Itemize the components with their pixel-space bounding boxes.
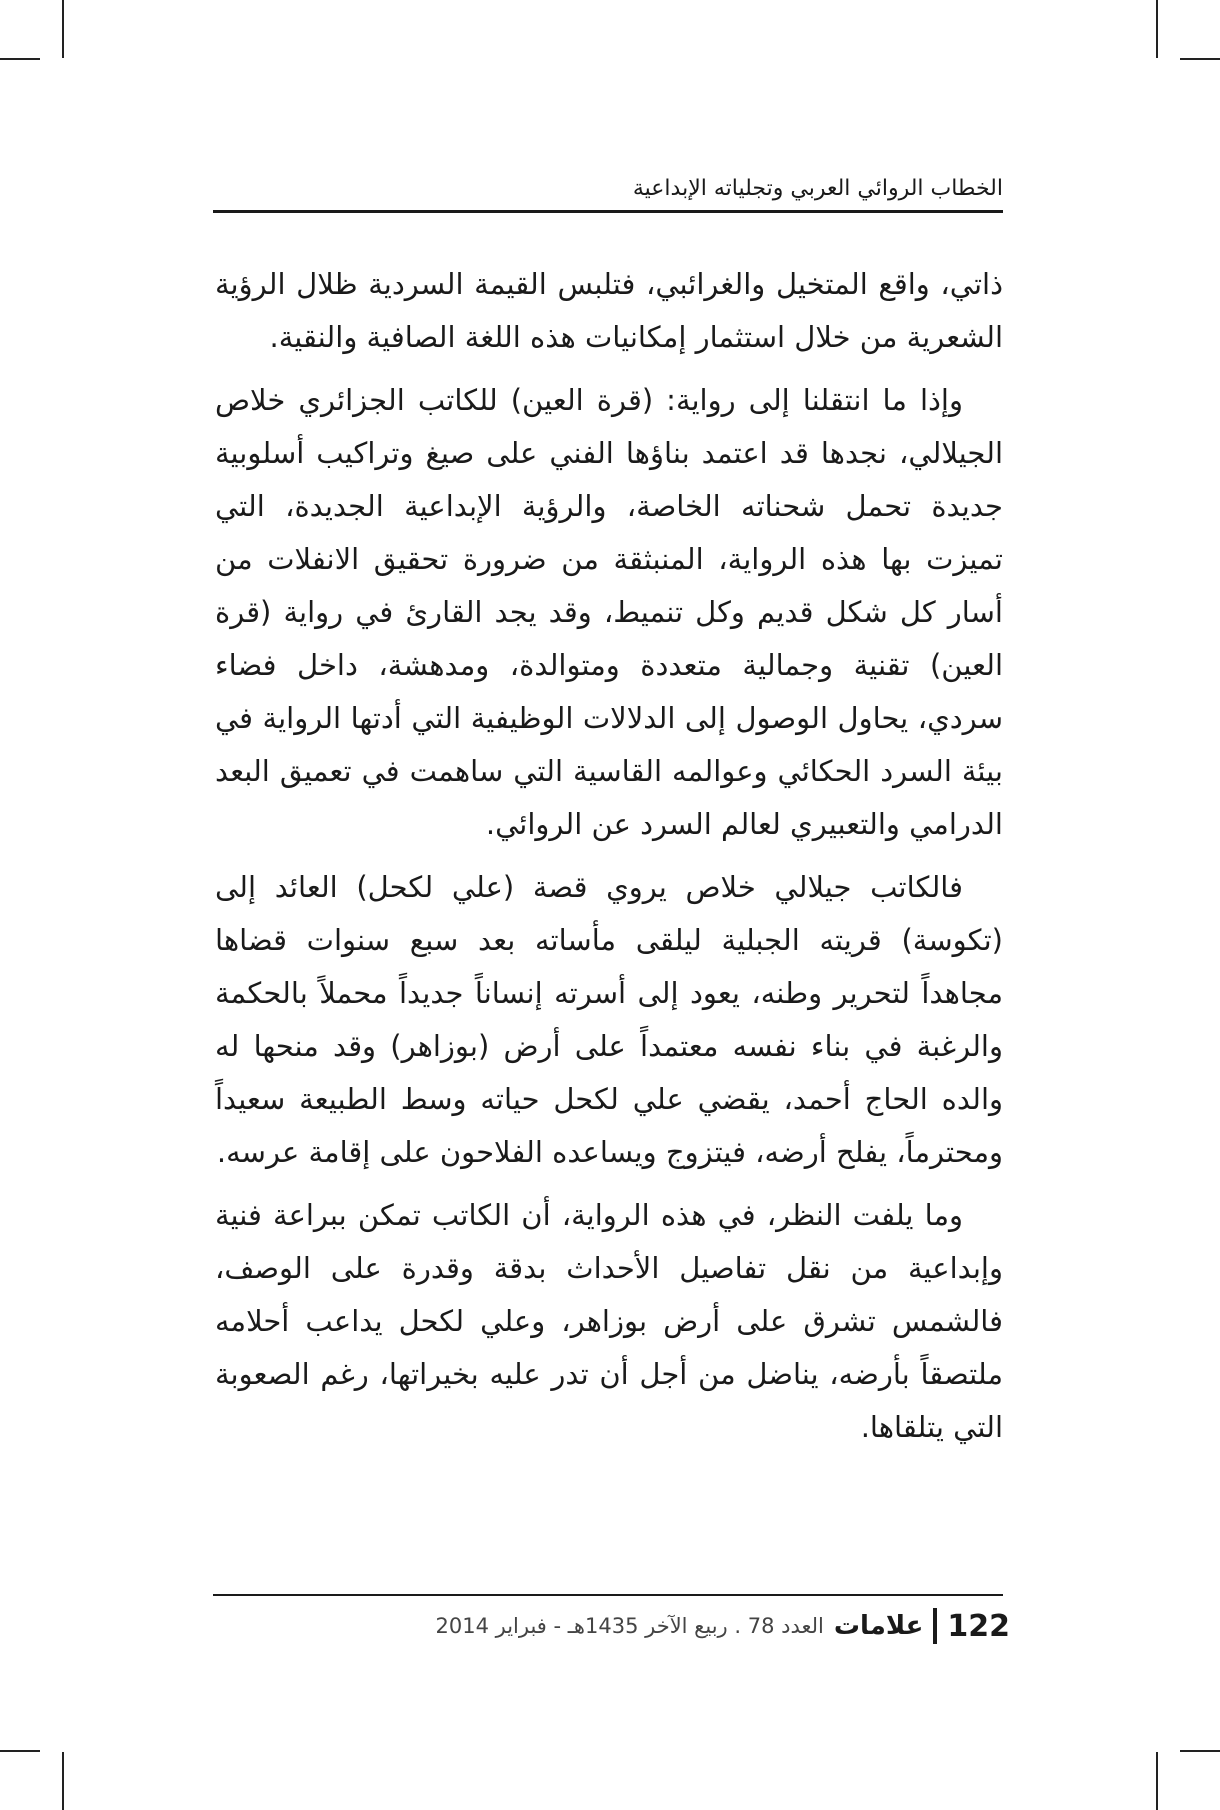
crop-mark (1180, 58, 1220, 60)
crop-mark (62, 0, 64, 58)
issue-info: العدد 78 . ربيع الآخر 1435هـ - فبراير 2014 (435, 1614, 824, 1638)
journal-logo: علامات (833, 1611, 924, 1641)
crop-mark (1156, 0, 1158, 58)
paragraph: وما يلفت النظر، في هذه الرواية، أن الكاتب تمكن ببراعة فنية وإبداعية من نقل تفاصيل الأحداث بدقة وقدرة على الوصف، فالشمس تشرق على أرض بوزاهر، وعلي لكحل يداعب أحلامه ملتصقاً بأرضه، يناضل من أجل أن تدر عليه بخيراتها، رغم الصعوبة التي يتلقاها. (215, 1198, 1003, 1444)
header-divider (213, 210, 1003, 213)
page-number: 122 (947, 1608, 1010, 1644)
crop-mark (1156, 1752, 1158, 1810)
crop-mark (0, 1750, 40, 1752)
paragraph: وإذا ما انتقلنا إلى رواية: (قرة العين) للكاتب الجزائري خلاص الجيلالي، نجدها قد اعتمد بناؤها الفني على صيغ وتراكيب أسلوبية جديدة تحمل شحناته الخاصة، والرؤية الإبداعية الجديدة، التي تميزت بها هذه الرواية، المنبثقة من ضرورة تحقيق الانفلات من أسار كل شكل قديم وكل تنميط، وقد يجد القارئ في رواية (قرة العين) تقنية وجمالية متعددة ومتوالدة، ومدهشة، داخل فضاء سردي، يحاول الوصول إلى الدلالات الوظيفية التي أدتها الرواية في بيئة السرد الحكائي وعوالمه القاسية التي ساهمت في تعميق البعد الدرامي والتعبيري لعالم السرد عن الروائي. (215, 383, 1003, 841)
crop-mark (62, 1752, 64, 1810)
running-header: الخطاب الروائي العربي وتجلياته الإبداعية (632, 176, 1003, 201)
article-body (215, 258, 1003, 1464)
footer-divider (213, 1594, 1003, 1596)
crop-mark (1180, 1750, 1220, 1752)
paragraph: ذاتي، واقع المتخيل والغرائبي، فتلبس القيمة السردية ظلال الرؤية الشعرية من خلال استثمار إمكانيات هذه اللغة الصافية والنقية. (215, 267, 1003, 354)
paragraph: فالكاتب جيلالي خلاص يروي قصة (علي لكحل) العائد إلى (تكوسة) قريته الجبلية ليلقى مأساته بعد سبع سنوات قضاها مجاهداً لتحرير وطنه، يعود إلى أسرته إنساناً جديداً محملاً بالحكمة والرغبة في بناء نفسه معتمداً على أرض (بوزاهر) وقد منحها له والده الحاج أحمد، يقضي علي لكحل حياته وسط الطبيعة سعيداً ومحترماً، يفلح أرضه، فيتزوج ويساعده الفلاحون على إقامة عرسه. (215, 870, 1003, 1169)
page-footer (435, 1608, 1010, 1644)
crop-mark (0, 58, 40, 60)
footer-separator (933, 1608, 937, 1644)
